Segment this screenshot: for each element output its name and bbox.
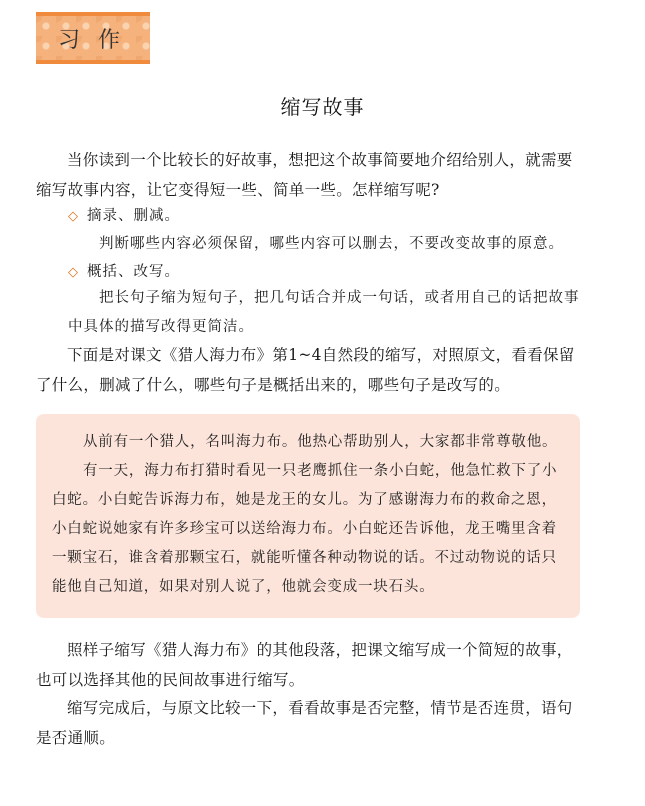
method-label: 概括、改写。 <box>87 264 180 280</box>
method-item-2 <box>68 261 180 284</box>
example-paragraph-1: 从前有一个猎人，名叫海力布。他热心帮助别人，大家都非常尊敬他。 <box>83 434 558 450</box>
method-desc-1: 判断哪些内容必须保留，哪些内容可以删去，不要改变故事的原意。 <box>99 236 564 252</box>
method-label: 摘录、删减。 <box>87 208 180 224</box>
task-paragraph: 照样子缩写《猎人海力布》的其他段落，把课文缩写成一个简短的故事，也可以选择其他的民间故事进行缩写。 <box>36 641 573 689</box>
example-paragraph-2: 有一天，海力布打猎时看见一只老鹰抓住一条小白蛇，他急忙救下了小白蛇。小白蛇告诉海力布，她是龙王的女儿。为了感谢海力布的救命之恩，小白蛇说她家有许多珍宝可以送给海力布。小白蛇还告诉他，龙王嘴里含着一颗宝石，谁含着那颗宝石，就能听懂各种动物说的话。不过动物说的话只能他自己知道，如果对别人说了，他就会变成一块石头。 <box>52 463 558 595</box>
diamond-icon: ◇ <box>68 265 79 280</box>
example-intro-paragraph: 下面是对课文《猎人海力布》第1~4自然段的缩写，对照原文，看看保留了什么，删减了什么，哪些句子是概括出来的，哪些句子是改写的。 <box>36 346 575 394</box>
section-banner-label: 习作 <box>57 27 138 53</box>
review-paragraph: 缩写完成后，与原文比较一下，看看故事是否完整，情节是否连贯，语句是否通顺。 <box>36 699 573 747</box>
page-title: 缩写故事 <box>280 95 365 119</box>
method-desc-2: 把长句子缩为短句子，把几句话合并成一句话，或者用自己的话把故事中具体的描写改得更简洁。 <box>68 290 580 335</box>
method-item-1 <box>68 205 180 228</box>
intro-paragraph: 当你读到一个比较长的好故事，想把这个故事简要地介绍给别人，就需要缩写故事内容，让它变得短一些、简单一些。怎样缩写呢? <box>36 151 573 199</box>
section-banner <box>36 12 150 64</box>
diamond-icon: ◇ <box>68 209 79 224</box>
